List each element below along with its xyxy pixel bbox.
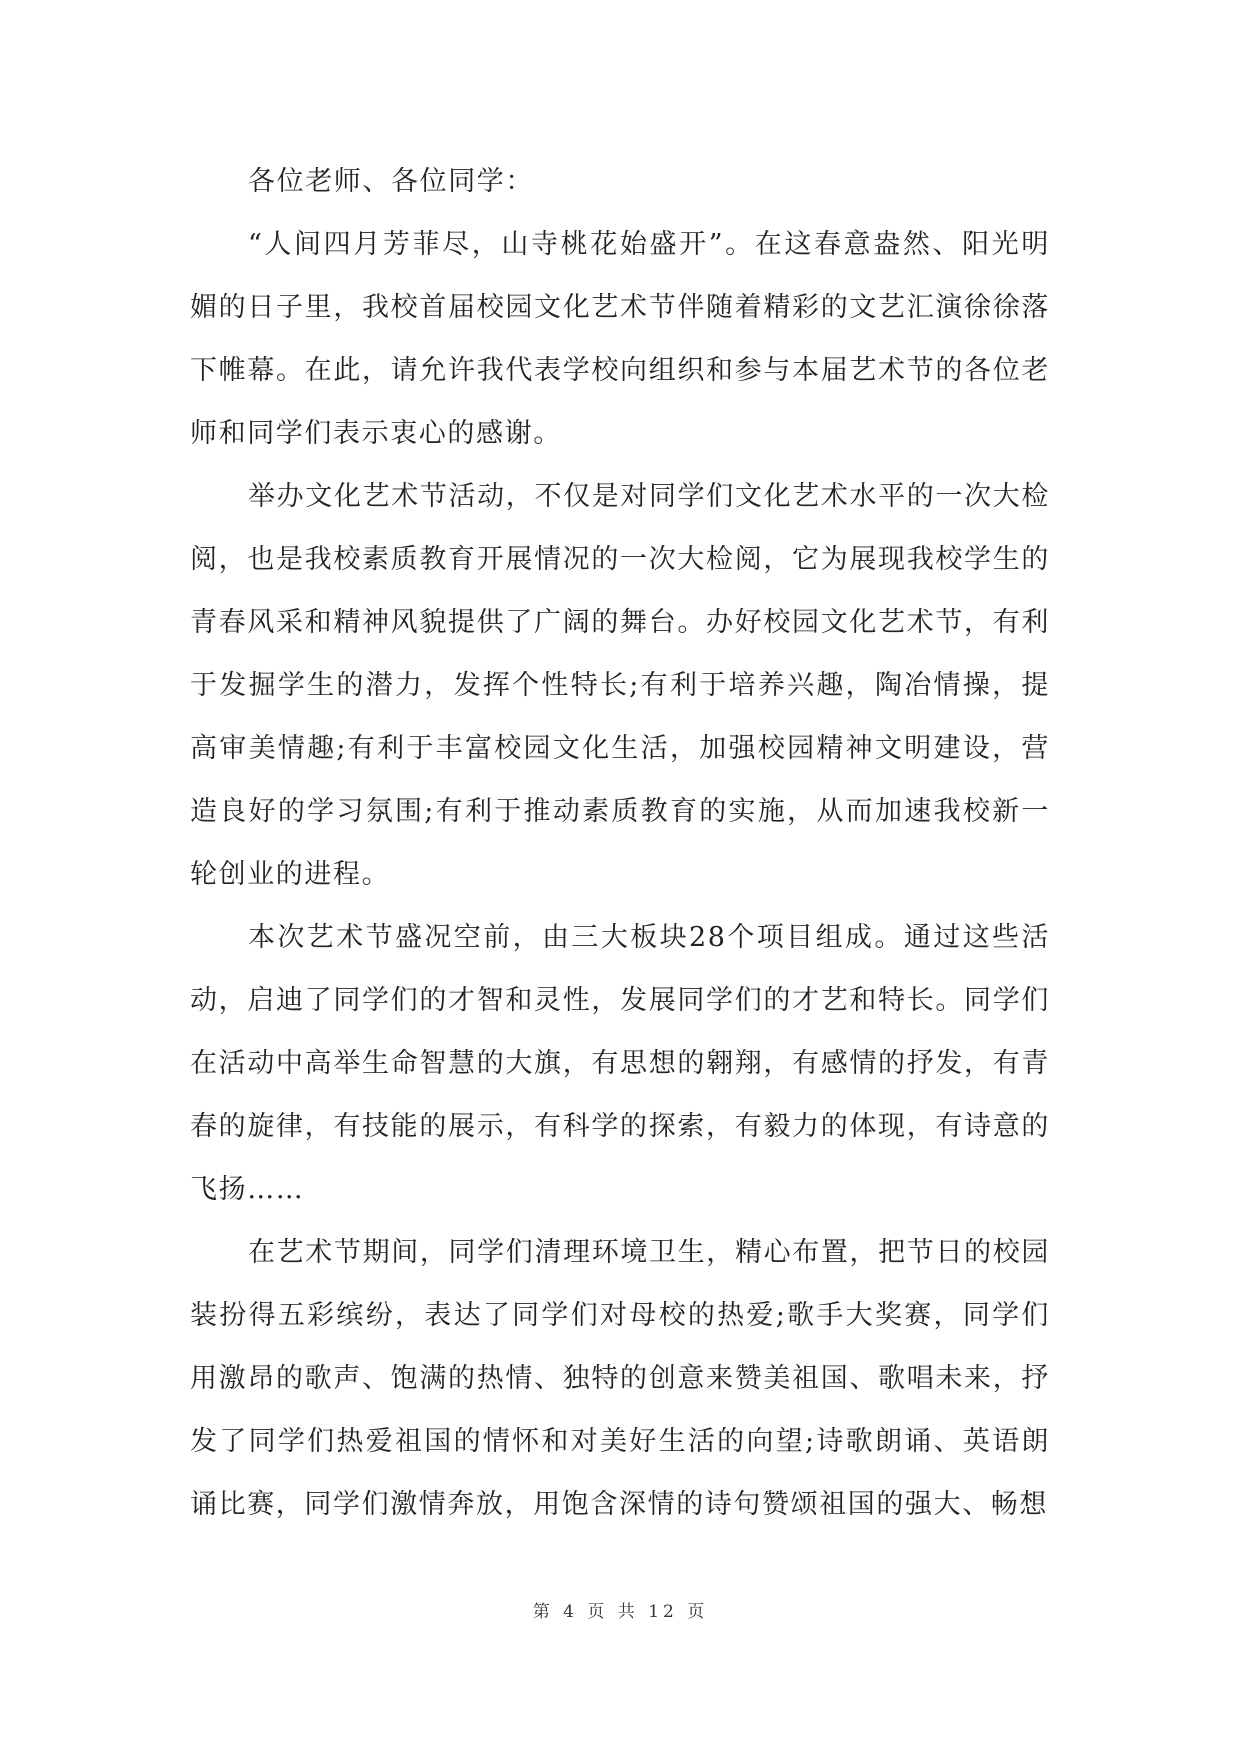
- paragraph-3: 本次艺术节盛况空前，由三大板块28个项目组成。通过这些活动，启迪了同学们的才智和灵性，发展同学们的才艺和特长。同学们在活动中高举生命智慧的大旗，有思想的翱翔，有感情的抒发，有青春的旋律，有技能的展示，有科学的探索，有毅力的体现，有诗意的飞扬……: [190, 922, 1050, 1205]
- paragraph-2: 举办文化艺术节活动，不仅是对同学们文化艺术水平的一次大检阅，也是我校素质教育开展情况的一次大检阅，它为展现我校学生的青春风采和精神风貌提供了广阔的舞台。办好校园文化艺术节，有利于发掘学生的潜力，发挥个性特长;有利于培养兴趣，陶冶情操，提高审美情趣;有利于丰富校园文化生活，加强校园精神文明建设，营造良好的学习氛围;有利于推动素质教育的实施，从而加速我校新一轮创业的进程。: [190, 481, 1050, 890]
- paragraph-1: “人间四月芳菲尽，山寺桃花始盛开”。在这春意盎然、阳光明媚的日子里，我校首届校园文化艺术节伴随着精彩的文艺汇演徐徐落下帷幕。在此，请允许我代表学校向组织和参与本届艺术节的各位老师和同学们表示衷心的感谢。: [190, 229, 1050, 449]
- page-footer: 第 4 页 共 12 页: [532, 1602, 709, 1622]
- salutation: 各位老师、各位同学：: [248, 166, 534, 197]
- document-body: [190, 150, 1050, 1536]
- paragraph-4: 在艺术节期间，同学们清理环境卫生，精心布置，把节日的校园装扮得五彩缤纷，表达了同学们对母校的热爱;歌手大奖赛，同学们用激昂的歌声、饱满的热情、独特的创意来赞美祖国、歌唱未来，抒发了同学们热爱祖国的情怀和对美好生活的向望;诗歌朗诵、英语朗诵比赛，同学们激情奔放，用饱含深情的诗句赞颂祖国的强大、畅想: [190, 1237, 1050, 1520]
